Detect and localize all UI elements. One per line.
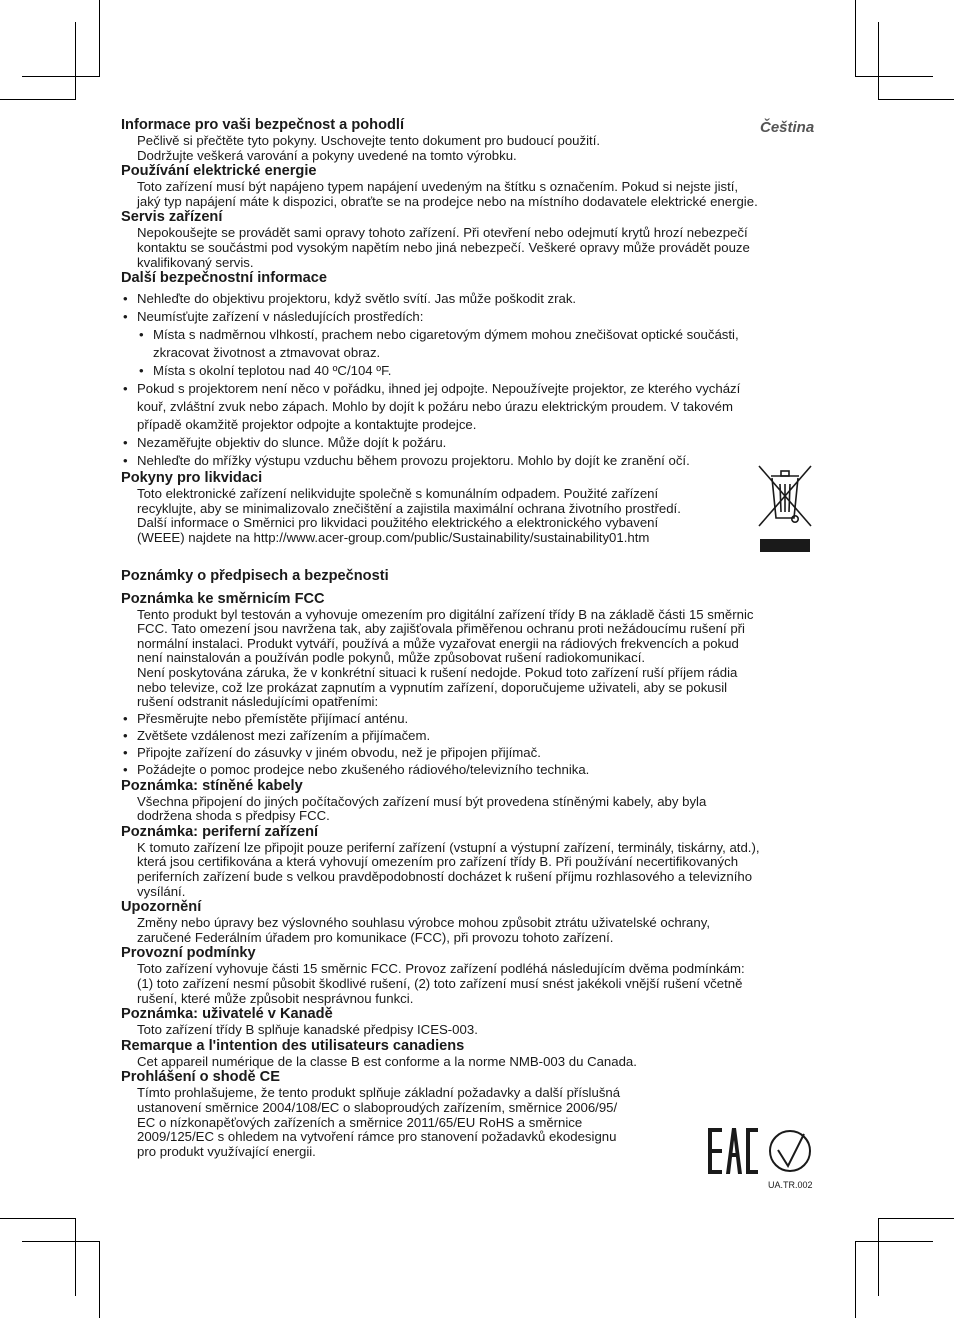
section-heading-power: Používání elektrické energie — [121, 163, 317, 180]
section-heading-operating-conditions: Provozní podmínky — [121, 945, 256, 962]
section-heading-safety: Informace pro vaši bezpečnost a pohodlí — [121, 117, 405, 133]
section-heading-disposal: Pokyny pro likvidaci — [121, 470, 263, 487]
section-heading-caution: Upozornění — [121, 899, 202, 916]
crop-mark — [75, 22, 76, 100]
nested-bullet-list — [137, 326, 833, 380]
list-item: • Místa s nadměrnou vlhkostí, prachem nebo cigaretovým dýmem mohou znečišovat optické součásti, zkracovat životnost a ztmavovat obraz. — [137, 326, 833, 362]
section-text-fcc: Tento produkt byl testován a vyhovuje omezením pro digitální zařízení třídy B na základě části 15 směrnic FCC. Tato omezení jsou navržena tak, aby zajišťovala přiměřenou ochranu proti nežádoucímu rušení při normální instalaci. Produkt vytváří, používá a může vyzařovat energii na rádiových frekvencích a pokud není nainstalován a používán podle pokynů, může způsobovat rušení radiokomunikací. Není poskytována záruka, že v konkrétní situaci k rušení nedojde. Pokud toto zařízení ruší příjem rádia nebo televize, což lze prokázat zapnutím a vypnutím zařízení, doporučujeme uživateli, aby se pokusil rušení odstranit následujícími opatřeními: — [137, 606, 754, 710]
section-heading-shielded-cables: Poznámka: stíněné kabely — [121, 777, 303, 794]
section-text-peripherals: K tomuto zařízení lze připojit pouze periferní zařízení (vstupní a výstupní zařízení, terminály, tiskárny, atd.), která jsou certifikována a která vyhovují omezením pro zařízení třídy B. Při používání necertifikovaných periferních zařízení bude s velkou pravděpodobností docházet k rušení příjmu rozhlasového a televizního vysílání. — [137, 839, 760, 899]
crop-mark — [99, 1242, 100, 1318]
section-text-ce: Tímto prohlašujeme, že tento produkt splňuje základní požadavky a další příslušná ustanovení směrnice 2004/108/EC o slaboproudých zařízením, směrnice 2006/95/ EC o nízkonapěťových zařízeních a směrnice 2011/65/EU RoHS a směrnice 2009/125/EC s ohledem na vytvoření rámce pro stanovení požadavků ekodesignu pro produkt využívající energii. — [137, 1085, 621, 1159]
list-item: • Nehleďte do objektivu projektoru, když světlo svítí. Jas může poškodit zrak. — [121, 290, 833, 308]
section-text-shielded-cables: Všechna připojení do jiných počítačových zařízení musí být provedena stíněnými kabely, aby byla dodržena shoda s předpisy FCC. — [137, 793, 707, 824]
language-label: Čeština — [760, 119, 815, 136]
section-heading-regulations: Poznámky o předpisech a bezpečnosti — [121, 567, 389, 584]
crop-mark — [855, 76, 933, 77]
fcc-bullet-list — [121, 710, 833, 778]
crop-mark — [0, 1218, 76, 1219]
crop-mark — [99, 0, 100, 76]
section-heading-service: Servis zařízení — [121, 209, 223, 226]
list-item-text: Neumísťujte zařízení v následujících prostředích: — [137, 309, 424, 325]
section-heading-canada: Poznámka: uživatelé v Kanadě — [121, 1006, 333, 1023]
ukraine-conformity-mark-icon — [770, 1131, 810, 1171]
crop-mark — [878, 1218, 954, 1219]
crop-mark — [878, 1218, 879, 1296]
safety-bullet-list — [121, 290, 833, 470]
crop-mark — [855, 1242, 856, 1318]
eac-mark-icon — [708, 1128, 758, 1174]
crop-mark — [22, 1241, 100, 1242]
crop-mark — [855, 0, 856, 76]
crop-mark — [22, 76, 100, 77]
section-text-canada-fr: Cet appareil numérique de la classe B est conforme a la norme NMB-003 du Canada. — [137, 1053, 637, 1069]
crop-mark — [878, 22, 879, 100]
list-item: • Požádejte o pomoc prodejce nebo zkušeného rádiového/televizního technika. — [121, 761, 833, 778]
list-item: • Zvětšete vzdálenost mezi zařízením a přijímačem. — [121, 727, 833, 744]
list-item: • Přesměrujte nebo přemístěte přijímací anténu. — [121, 710, 833, 727]
section-text-power: Toto zařízení musí být napájeno typem napájení uvedeným na štítku s označením. Pokud si nejste jistí, jaký typ napájení máte k dispozici, obraťte se na prodejce nebo na místního dodavatele elektrické energie. — [137, 179, 758, 209]
section-heading-ce: Prohlášení o shodě CE — [121, 1069, 280, 1086]
crop-mark — [75, 1218, 76, 1296]
section-text-disposal: Toto elektronické zařízení nelikvidujte společně s komunálním odpadem. Použité zařízení recyklujte, aby se minimalizovalo znečištění a zajistila maximální ochrana životního prostředí. Další informace o Směrnici pro likvidaci použitého elektrického a elektronického vybavení (WEEE) najdete na http://www.acer-group.com/public/Sustainability/sustainability01.htm — [137, 486, 681, 545]
section-text-caution: Změny nebo úpravy bez výslovného souhlasu výrobce mohou způsobit ztrátu uživatelské ochrany, zaručené Federálním úřadem pro komunikace (FCC), při provozu tohoto zařízení. — [137, 915, 710, 945]
list-item: • Pokud s projektorem není něco v pořádku, ihned jej odpojte. Nepoužívejte projektor, ze kterého vychází kouř, zvláštní zvuk nebo zápach. Mohlo by dojít k požáru nebo úrazu elektrickým proudem. V takovém případě okamžitě projektor odpojte a kontaktujte prodejce. — [121, 380, 833, 434]
crop-mark — [878, 99, 954, 100]
section-heading-extra-safety: Další bezpečnostní informace — [121, 270, 327, 287]
section-text-canada: Toto zařízení třídy B splňuje kanadské předpisy ICES-003. — [137, 1022, 478, 1038]
weee-crossed-bin-icon — [757, 462, 813, 554]
section-heading-canada-fr: Remarque a l'intention des utilisateurs canadiens — [121, 1037, 465, 1054]
crop-mark — [0, 99, 76, 100]
list-item: • Připojte zařízení do zásuvky v jiném obvodu, než je připojen přijímač. — [121, 744, 833, 761]
section-text-safety: Pečlivě si přečtěte tyto pokyny. Uschovejte tento dokument pro budoucí použití. Dodržujte veškerá varování a pokyny uvedené na tomto výrobku. — [137, 133, 601, 163]
document-body — [121, 117, 833, 1159]
list-item: • Místa s okolní teplotou nad 40 ºC/104 ºF. — [137, 362, 833, 380]
section-text-service: Nepokoušejte se provádět sami opravy tohoto zařízení. Při otevření nebo odejmutí krytů hrozí nebezpečí kontaktu se součástmi pod vysokým napětím nebo jiná nebezpečí. Veškeré opravy může provádět pouze kvalifikovaný servis. — [137, 225, 750, 270]
section-text-operating-conditions: Toto zařízení vyhovuje části 15 směrnic FCC. Provoz zařízení podléhá následujícím dvěma podmínkám: (1) toto zařízení nesmí působit škodlivé rušení, (2) toto zařízení musí snést jakékoli vnější rušení včetně rušení, které může způsobit nesprávnou funkci. — [137, 961, 745, 1006]
list-item: • Nezaměřujte objektiv do slunce. Může dojít k požáru. — [121, 434, 833, 452]
section-heading-fcc: Poznámka ke směrnicím FCC — [121, 590, 325, 607]
crop-mark — [855, 1241, 933, 1242]
list-item — [121, 308, 833, 380]
list-item: • Nehleďte do mřížky výstupu vzduchu během provozu projektoru. Mohlo by dojít ke zranění očí. — [121, 452, 833, 470]
ua-mark-label: UA.TR.002 — [768, 1180, 813, 1190]
section-heading-peripherals: Poznámka: periferní zařízení — [121, 823, 319, 840]
